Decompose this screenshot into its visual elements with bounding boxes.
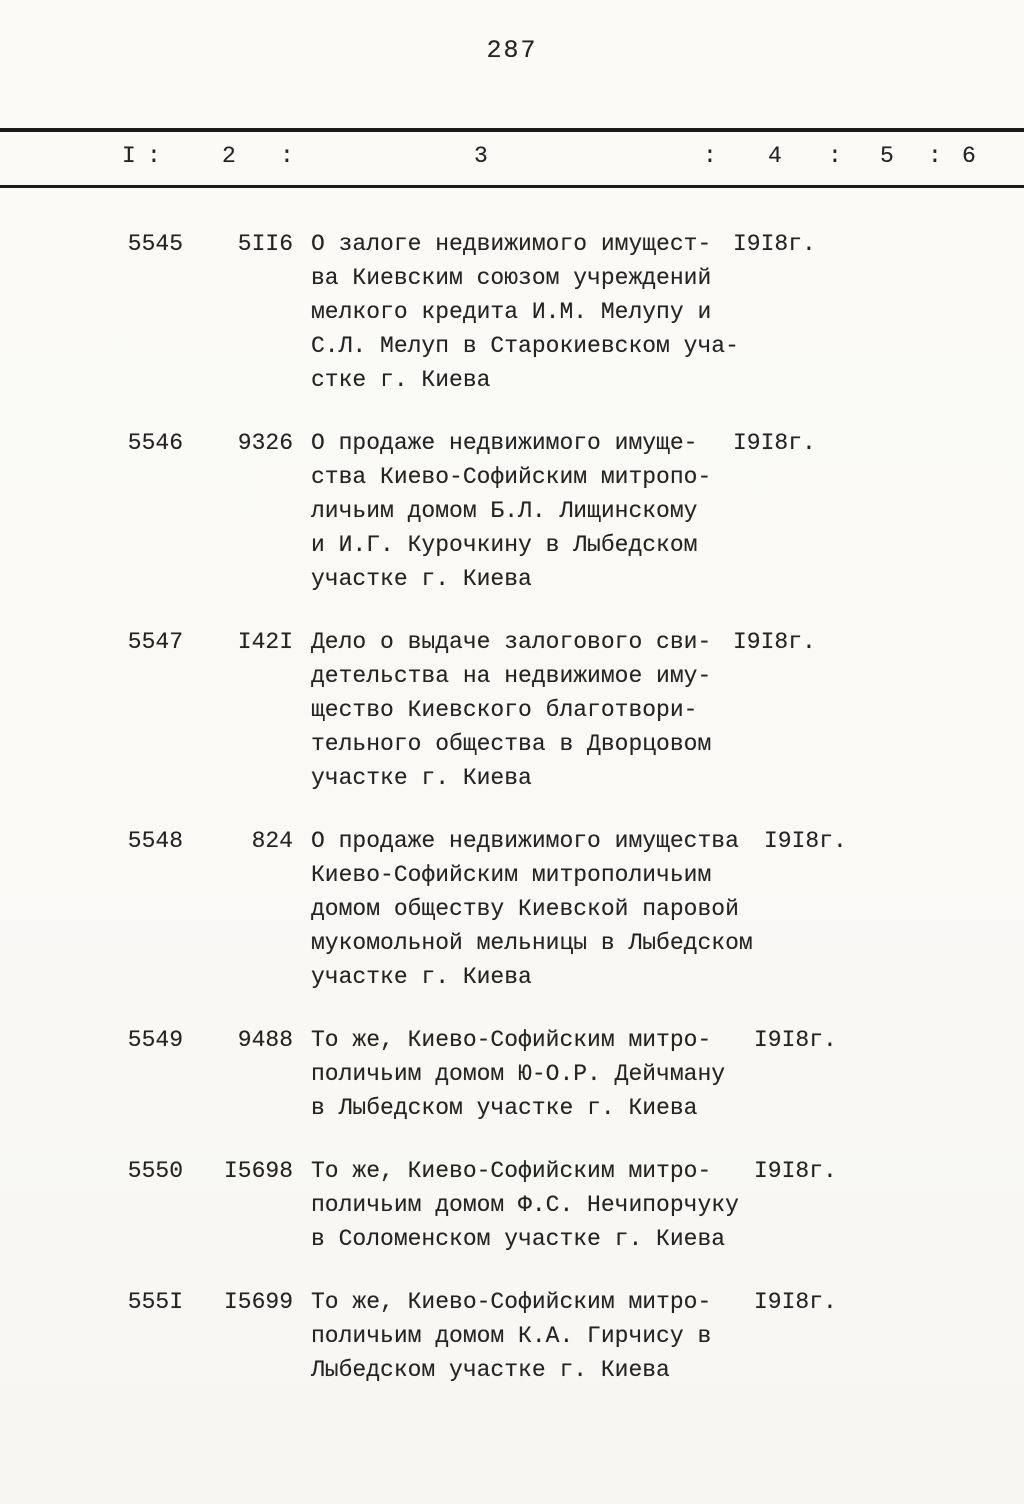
entry-year: I9I8г. bbox=[733, 629, 816, 655]
entry-description bbox=[311, 1023, 761, 1125]
description-line: и И.Г. Курочкину в Лыбедском bbox=[311, 532, 698, 558]
entry-year: I9I8г. bbox=[754, 1289, 837, 1315]
description-line: То же, Киево-Софийским митро- bbox=[311, 1289, 712, 1315]
description-line: участке г. Киева bbox=[311, 964, 532, 990]
entry-number: 5549 bbox=[127, 1027, 183, 1053]
description-line: То же, Киево-Софийским митро- bbox=[311, 1027, 712, 1053]
column-header-2: 2 bbox=[222, 143, 236, 169]
entry-year: I9I8г. bbox=[733, 430, 816, 456]
entry-description bbox=[311, 625, 761, 795]
description-line: ства Киево-Софийским митропо- bbox=[311, 464, 712, 490]
description-line: мукомольной мельницы в Лыбедском bbox=[311, 930, 753, 956]
entry-year: I9I8г. bbox=[754, 1158, 837, 1184]
page-number: 287 bbox=[486, 36, 538, 65]
entry-description bbox=[311, 227, 761, 397]
description-line: О продаже недвижимого имущества bbox=[311, 828, 739, 854]
table-row bbox=[0, 426, 1024, 596]
description-line: Дело о выдаче залогового сви- bbox=[311, 629, 712, 655]
file-number: 9488 bbox=[237, 1027, 293, 1053]
description-line: Киево-Софийским митрополичьим bbox=[311, 862, 712, 888]
description-line: О продаже недвижимого имуще- bbox=[311, 430, 698, 456]
file-number: I42I bbox=[237, 629, 293, 655]
description-line: участке г. Киева bbox=[311, 566, 532, 592]
description-line: личьим домом Б.Л. Лищинскому bbox=[311, 498, 698, 524]
column-separator: : bbox=[928, 143, 942, 169]
description-line: стке г. Киева bbox=[311, 367, 491, 393]
description-line: поличьим домом К.А. Гирчису в bbox=[311, 1323, 712, 1349]
column-separator: : bbox=[147, 143, 161, 169]
description-line: мелкого кредита И.М. Мелупу и bbox=[311, 299, 712, 325]
column-header-1: I bbox=[122, 143, 136, 169]
description-line: в Лыбедском участке г. Киева bbox=[311, 1095, 698, 1121]
file-number: 9326 bbox=[237, 430, 293, 456]
entries-list bbox=[0, 227, 1024, 1416]
entry-description bbox=[311, 1154, 761, 1256]
entry-year: I9I8г. bbox=[733, 231, 816, 257]
entry-description bbox=[311, 824, 761, 994]
column-header-3: 3 bbox=[474, 143, 488, 169]
entry-year: I9I8г. bbox=[764, 828, 847, 854]
description-line: С.Л. Мелуп в Старокиевском уча- bbox=[311, 333, 739, 359]
description-line: участке г. Киева bbox=[311, 765, 532, 791]
table-row bbox=[0, 227, 1024, 397]
entry-number: 5548 bbox=[127, 828, 183, 854]
column-separator: : bbox=[280, 143, 294, 169]
entry-number: 5550 bbox=[127, 1158, 183, 1184]
table-top-rule bbox=[0, 128, 1024, 132]
table-row bbox=[0, 824, 1024, 994]
entry-year: I9I8г. bbox=[754, 1027, 837, 1053]
file-number: 824 bbox=[251, 828, 293, 854]
description-line: поличьим домом Ф.С. Нечипорчуку bbox=[311, 1192, 739, 1218]
file-number: I5699 bbox=[223, 1289, 293, 1315]
table-row bbox=[0, 1154, 1024, 1256]
table-row bbox=[0, 1023, 1024, 1125]
column-separator: : bbox=[828, 143, 842, 169]
entry-number: 5545 bbox=[127, 231, 183, 257]
description-line: Лыбедском участке г. Киева bbox=[311, 1357, 670, 1383]
description-line: ва Киевским союзом учреждений bbox=[311, 265, 712, 291]
table-header-underline bbox=[0, 185, 1024, 188]
description-line: тельного общества в Дворцовом bbox=[311, 731, 712, 757]
description-line: поличьим домом Ю-О.Р. Дейчману bbox=[311, 1061, 726, 1087]
column-separator: : bbox=[703, 143, 717, 169]
entry-description bbox=[311, 426, 761, 596]
column-header-5: 5 bbox=[880, 143, 894, 169]
entry-number: 5547 bbox=[127, 629, 183, 655]
entry-description bbox=[311, 1285, 761, 1387]
description-line: в Соломенском участке г. Киева bbox=[311, 1226, 726, 1252]
table-row bbox=[0, 625, 1024, 795]
file-number: I5698 bbox=[223, 1158, 293, 1184]
description-line: щество Киевского благотвори- bbox=[311, 697, 698, 723]
file-number: 5II6 bbox=[237, 231, 293, 257]
column-header-6: 6 bbox=[962, 143, 976, 169]
description-line: детельства на недвижимое иму- bbox=[311, 663, 712, 689]
column-header-4: 4 bbox=[768, 143, 782, 169]
entry-number: 5546 bbox=[127, 430, 183, 456]
entry-number: 555I bbox=[127, 1289, 183, 1315]
table-row bbox=[0, 1285, 1024, 1387]
description-line: О залоге недвижимого имущест- bbox=[311, 231, 712, 257]
description-line: То же, Киево-Софийским митро- bbox=[311, 1158, 712, 1184]
table-column-header-row bbox=[0, 143, 1024, 173]
description-line: домом обществу Киевской паровой bbox=[311, 896, 739, 922]
